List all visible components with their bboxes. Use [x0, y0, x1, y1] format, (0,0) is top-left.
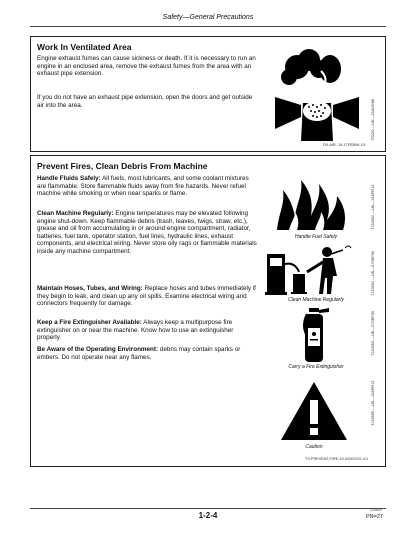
page-header-title: Safety—General Precautions [162, 14, 254, 21]
fire-item-maintain-hoses: Maintain Hoses, Tubes, and Wiring: Replace hoses and tubes immediately if they begin to leak, and clean up any oil spills. Examine electrical wiring and connectors frequently for damage. [37, 285, 256, 308]
caption-carry-extinguisher: Carry a Fire Extinguisher [288, 364, 344, 370]
section-prevent-fires [30, 155, 386, 467]
image-code: TS220 —UN—23AUG88 [371, 99, 375, 141]
page-number: 1-2-4 [198, 511, 218, 520]
image-code: T133554 —UN—07SEP00 [371, 250, 375, 296]
fire-item-operating-environment: Be Aware of the Operating Environment: debris may contain sparks or embers. Do not operate near any flames. [37, 346, 241, 361]
caption-clean-machine: Clean Machine Regularly [288, 297, 344, 303]
caption-handle-fuel: Handle Fuel Safely [294, 234, 338, 240]
exhaust-fumes-warning-icon [267, 45, 363, 141]
fire-extinguisher-icon [293, 306, 337, 364]
image-code: T133552 —UN—15APR13 [371, 184, 375, 230]
fuel-pump-refuel-icon [263, 244, 363, 296]
image-code: T133555 —UN—15APR13 [371, 380, 375, 426]
fire-item-fire-extinguisher: Keep a Fire Extinguisher Available: Always keep a multipurpose fire extinguisher on or near the machine. Know how to use an extinguisher properly. [37, 319, 234, 342]
section-title: Work In Ventilated Area [37, 42, 132, 52]
image-code: T133553 —UN—07SEP00 [371, 310, 375, 356]
reference-code: DX,AIR -19-17FEB99-1/1 [323, 143, 366, 147]
footer-divider [30, 508, 386, 509]
fire-item-clean-machine: Clean Machine Regularly: Engine temperatures may be elevated following engine shut-down. Keep flammable debris (trash, leaves, twigs, straw, etc.), grease and oil from accumulating in or around engine compartment, radiator, batteries, fuel tank, operator station, fuel lines, hydraulic lines, exhaust components, and electrical wiring. Never store oily rags or flammable materials inside any machine compartment. [37, 210, 257, 255]
ventilation-paragraph-2: If you do not have an exhaust pipe extension, open the doors and get outside air into the area. [37, 94, 253, 109]
flame-icon [275, 172, 355, 232]
section-title: Prevent Fires, Clean Debris From Machine [37, 161, 208, 171]
caution-triangle-icon [279, 380, 349, 442]
caption-caution: Caution [305, 444, 323, 450]
reference-code: TX,PREVENT,FIRE-19-02NOV22-1/1 [305, 457, 369, 461]
ventilation-paragraph-1: Engine exhaust fumes can cause sickness or death. If it is necessary to run an engine in an enclosed area, remove the exhaust fumes from the area with an exhaust pipe extension. [37, 55, 256, 78]
header-divider [30, 26, 386, 27]
fire-item-handle-fluids: Handle Fluids Safely: All fuels, most lubricants, and some coolant mixtures are flammable. Store flammable fluids away from fire hazards. Never refuel machine while smoking or when near sparks or flame. [37, 175, 249, 198]
footer-pn-code: PN=27 [366, 514, 383, 520]
footer-small-code: 120809 [370, 508, 382, 512]
section-ventilated-area [30, 36, 386, 152]
